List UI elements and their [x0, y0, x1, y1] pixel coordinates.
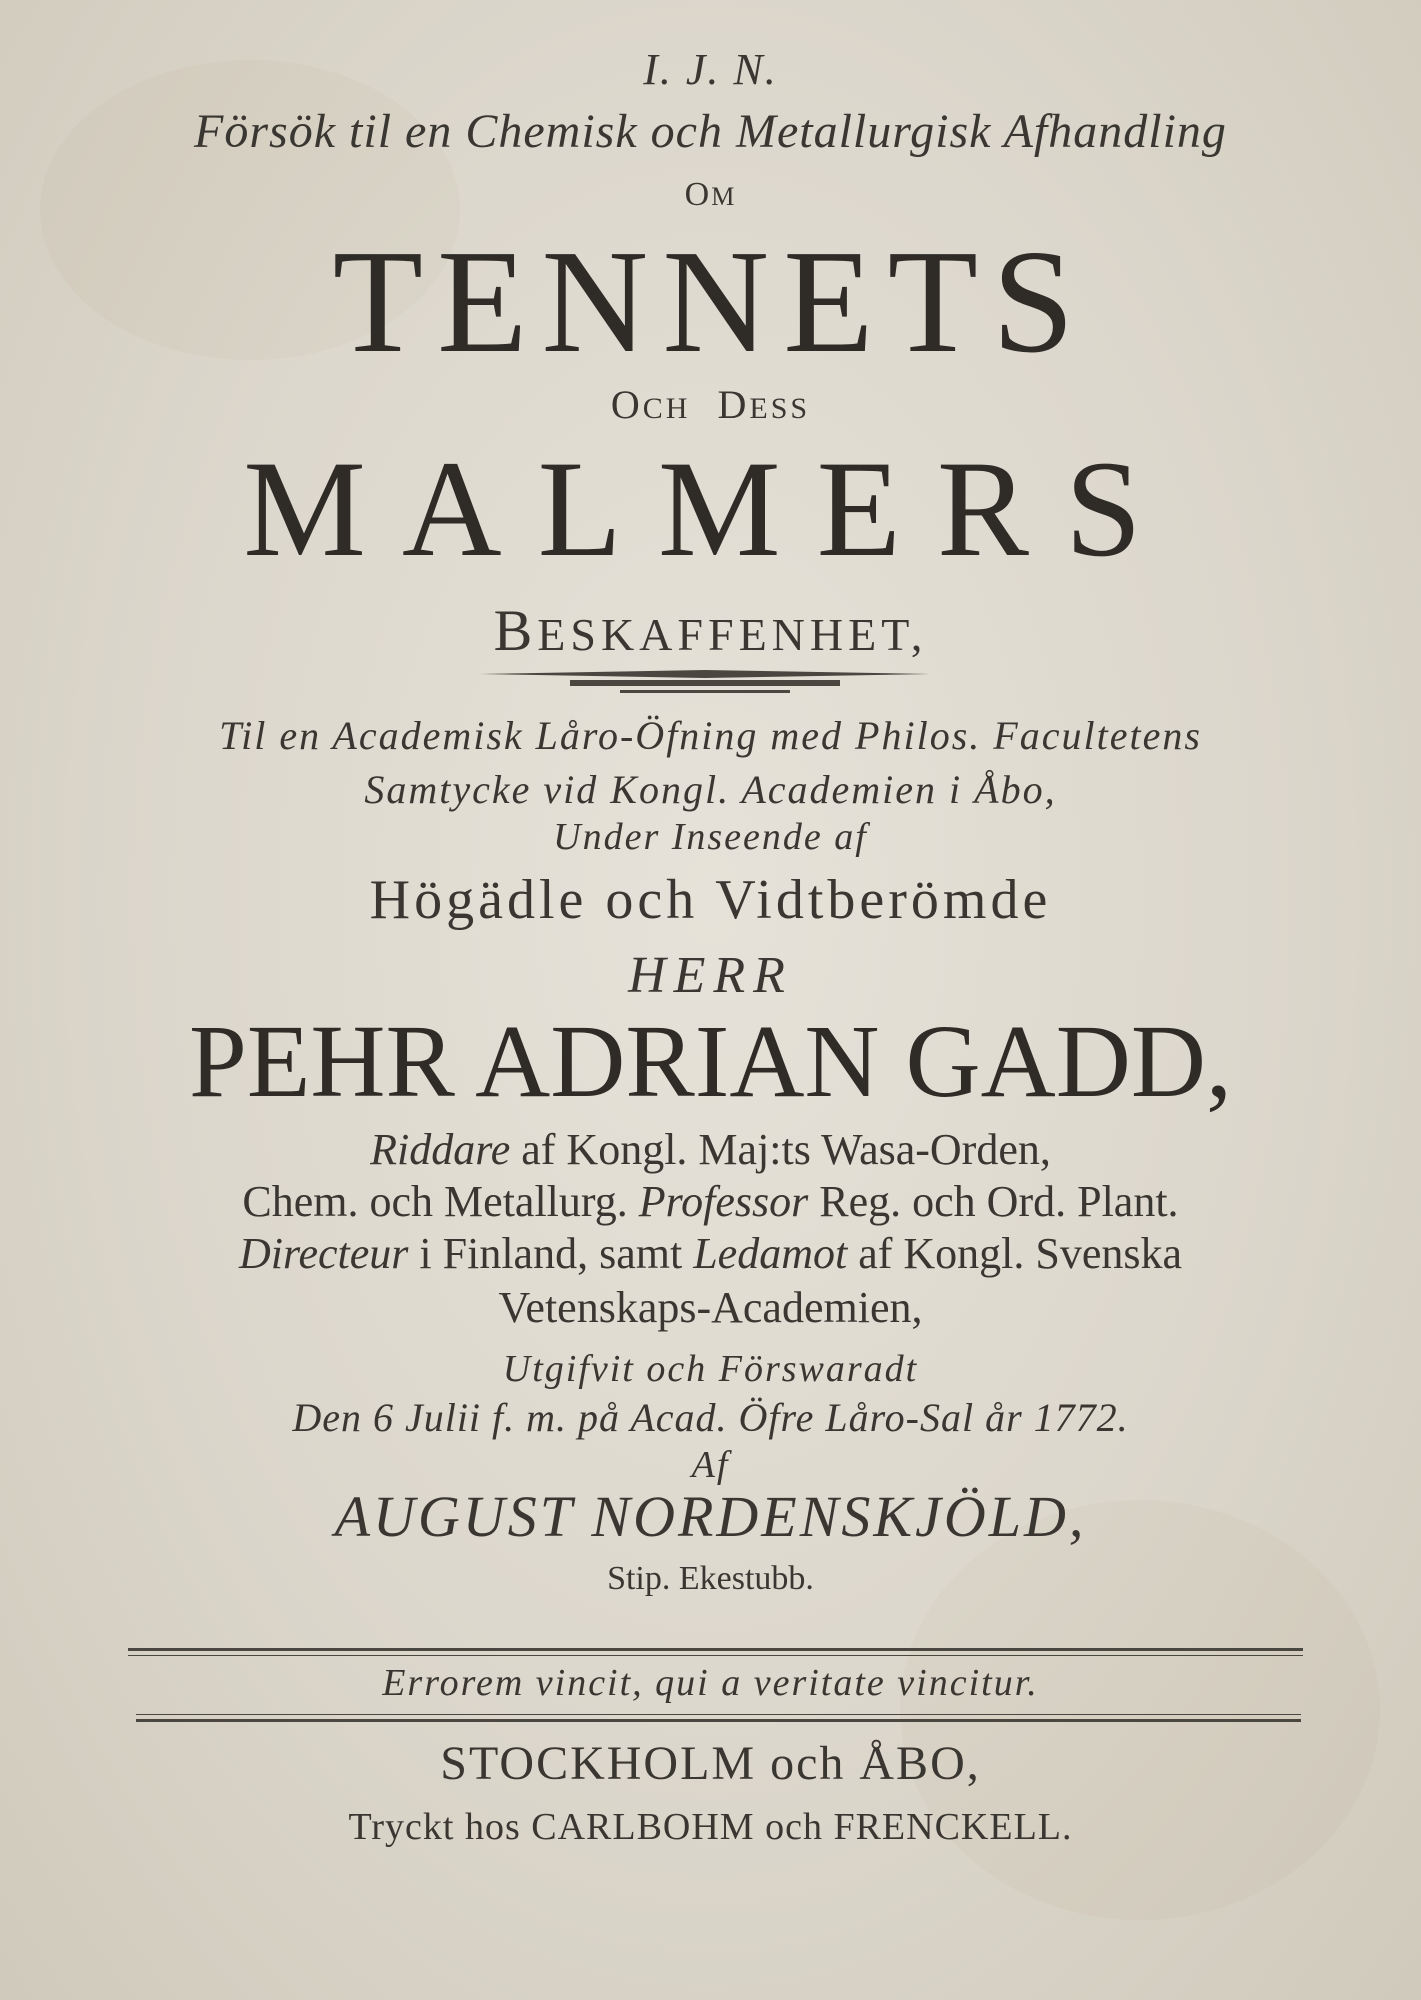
praeses-title-line-3: Directeur i Finland, samt Ledamot af Kongl. Svenska [238, 1229, 1183, 1278]
praeses-herr: HERR [628, 947, 793, 1004]
dedication-line-3: Under Inseende af [553, 816, 868, 858]
defense-af: Af [691, 1444, 730, 1486]
rule-top-thin [128, 1655, 1303, 1656]
defense-line-1: Utgifvit och Förswaradt [502, 1348, 919, 1390]
praeses-honorific: Högädle och Vidtberömde [369, 869, 1052, 931]
beskaffenhet: BESKAFFENHET, [493, 598, 928, 663]
title-word-malmers: MALMERS [243, 432, 1178, 585]
rule-bottom-thin [136, 1714, 1301, 1715]
praeses-title-line-2: Chem. och Metallurg. Professor Reg. och Ord. Plant. [242, 1177, 1179, 1226]
rule-top-thick [128, 1648, 1303, 1651]
om-word: OM [684, 176, 737, 213]
motto: Errorem vincit, qui a veritate vincitur. [382, 1662, 1039, 1704]
initials: I. J. N. [643, 45, 778, 94]
imprint-place: STOCKHOLM och ÅBO, [440, 1737, 981, 1790]
treatise-subtitle: Försök til en Chemisk och Metallurgisk Afhandling [194, 105, 1227, 158]
praeses-title-line-1: Riddare af Kongl. Maj:ts Wasa-Orden, [370, 1125, 1051, 1174]
ornamental-rule-icon [480, 668, 930, 704]
defense-line-2: Den 6 Julii f. m. på Acad. Öfre Låro-Sal år 1772. [292, 1395, 1129, 1440]
och-dess: OCH DESS [610, 382, 811, 427]
praeses-name: PEHR ADRIAN GADD, [189, 1004, 1232, 1119]
title-word-tennets: TENNETS [332, 220, 1089, 384]
imprint-printer: Tryckt hos CARLBOHM och FRENCKELL. [348, 1806, 1073, 1848]
dedication-line-1: Til en Academisk Låro-Öfning med Philos. Facultetens [219, 713, 1202, 758]
dedication-line-2: Samtycke vid Kongl. Academien i Åbo, [364, 767, 1057, 812]
respondent-note: Stip. Ekestubb. [607, 1560, 814, 1597]
rule-bottom-thick [136, 1719, 1301, 1722]
respondent-name: AUGUST NORDENSKJÖLD, [334, 1484, 1087, 1549]
praeses-title-line-4: Vetenskaps-Academien, [498, 1283, 923, 1332]
